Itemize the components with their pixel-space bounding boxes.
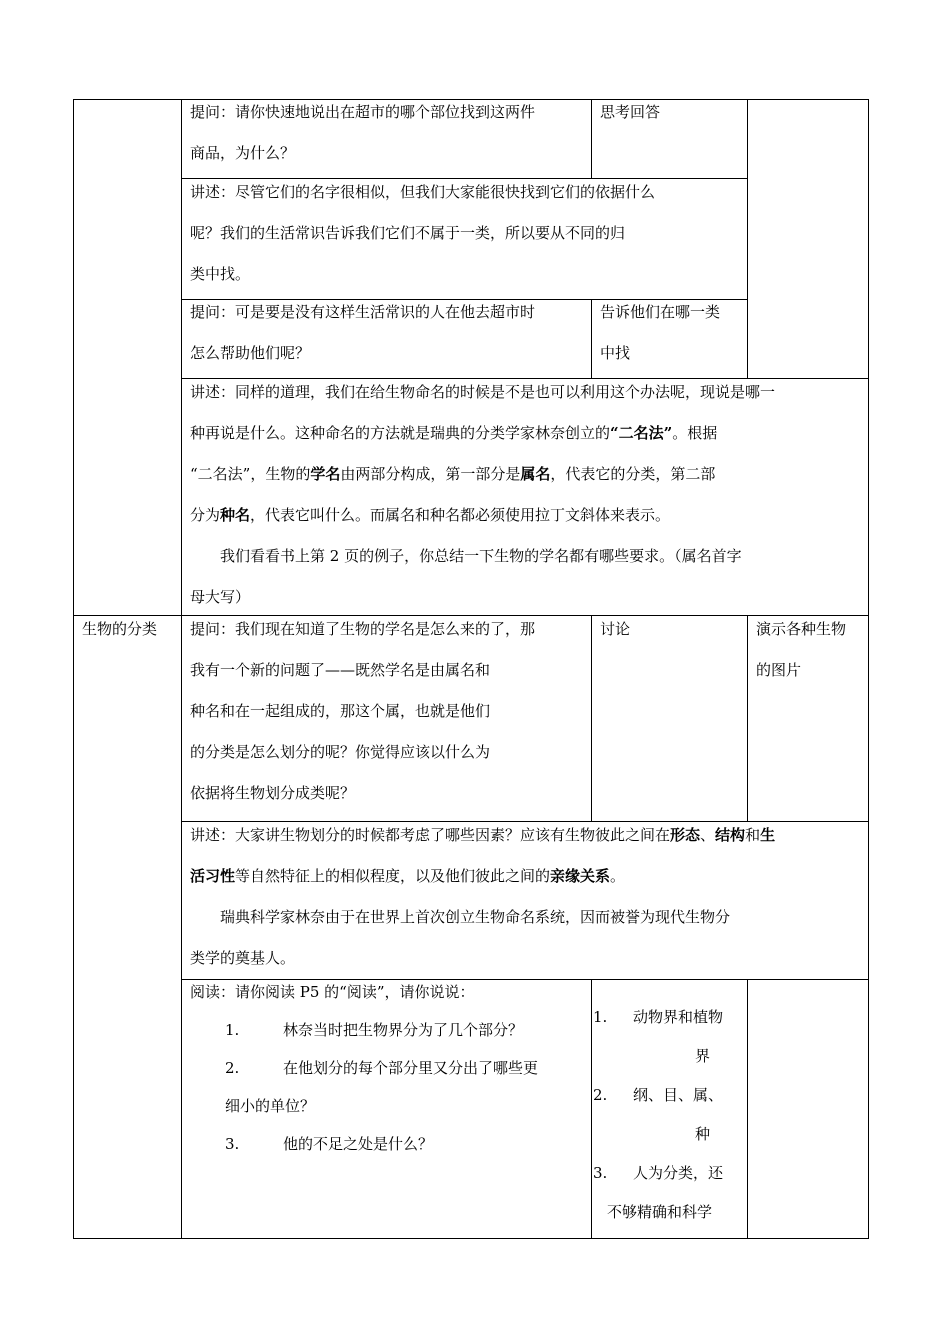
row6-term-sheng: 生: [760, 826, 776, 844]
row4-line3: [190, 495, 866, 536]
row7-a3-number: 3.: [593, 1164, 608, 1182]
row6-lead-e: 和: [745, 826, 761, 844]
row3-response1-text: 告诉他们在哪一类: [600, 303, 721, 321]
row4-para2-line1: 我们看看书上第 2 页的例子，你总结一下生物的学名都有哪些要求。（属名首字: [220, 547, 742, 565]
row7-answer-3: [593, 1154, 743, 1193]
row3-response2-text: 中找: [600, 344, 631, 362]
column-divider-3-top: [747, 99, 748, 379]
row7-lead-text: 阅读：请你阅读 P5 的“阅读”，请你说说：: [190, 983, 475, 1001]
column-divider-2-row1: [591, 99, 592, 179]
row4-term-shuming: 属名: [520, 465, 551, 483]
row6-line1: [190, 856, 866, 897]
row4-content-cell: [190, 372, 866, 618]
row7-a3-text: 人为分类，还: [633, 1164, 724, 1182]
row2-content-cell: [190, 172, 744, 295]
row6-content-cell: [190, 815, 866, 979]
row7-answer-2: [593, 1076, 743, 1115]
row7-a3-continuation: 不够精确和科学: [607, 1203, 713, 1221]
row7-a1-number: 1.: [593, 1008, 608, 1026]
row7-q1-text: 林奈当时把生物界分为了几个部分？: [283, 1021, 524, 1039]
row4-line2: [190, 454, 866, 495]
row2-cont1-text: 呢？我们的生活常识告诉我们它们不属于一类，所以要从不同的归: [190, 224, 626, 242]
row7-a2-number: 2.: [593, 1086, 608, 1104]
row7-q3-text: 他的不足之处是什么？: [283, 1135, 434, 1153]
row7-answer-1: [593, 998, 743, 1037]
row6-term-xingtai: 形态: [670, 826, 701, 844]
row1-response-text: 思考回答: [600, 103, 661, 121]
row5-line3: 的分类是怎么划分的呢？你觉得应该以什么为: [190, 743, 491, 761]
row3-content-cell: [190, 292, 588, 374]
row7-content-cell: [190, 973, 588, 1163]
row5-media-cell: [756, 609, 866, 691]
row5-line2: 种名和在一起组成的，那这个属，也就是他们: [190, 702, 491, 720]
column-divider-1: [181, 99, 182, 1239]
table-border-right: [868, 99, 869, 1239]
row5-lead-text: 提问：我们现在知道了生物的学名是怎么来的了，那: [190, 620, 536, 638]
row6-lead-c: 、: [700, 826, 716, 844]
row4-line1-c: 。根据: [672, 424, 718, 442]
row6-lead-a: 讲述：大家讲生物划分的时候都考虑了哪些因素？应该有生物彼此之间在: [190, 826, 671, 844]
row4-lead-text: 讲述：同样的道理，我们在给生物命名的时候是不是也可以利用这个办法呢，现说是哪一: [190, 383, 776, 401]
row4-line2-a: “二名法”，生物的: [190, 465, 311, 483]
row7-q2-text: 在他划分的每个部分里又分出了哪些更: [283, 1059, 539, 1077]
row4-line1-a: 种再说是什么。这种命名的方法就是瑞典的分类学家林奈创立的: [190, 424, 611, 442]
row7-q1-number: 1.: [225, 1021, 240, 1039]
section-label: 生物的分类: [82, 620, 158, 638]
row6-line1-d: 。: [610, 867, 626, 885]
row2-cont2-text: 类中找。: [190, 265, 251, 283]
row3-response-cell: [600, 292, 745, 374]
row4-line3-a: 分为: [190, 506, 221, 524]
column-divider-3-row7: [747, 979, 748, 1239]
row7-q2-number: 2.: [225, 1059, 240, 1077]
row5-response-text: 讨论: [600, 620, 631, 638]
row5-line1: 我有一个新的问题了——既然学名是由属名和: [190, 661, 491, 679]
row7-q3-number: 3.: [225, 1135, 240, 1153]
row6-para2-line1: 瑞典科学家林奈由于在世界上首次创立生物命名系统，因而被誉为现代生物分: [220, 908, 731, 926]
row6-term-qinyuanguanxi: 亲缘关系: [550, 867, 611, 885]
row4-line2-c: 由两部分构成，第一部分是: [340, 465, 521, 483]
row2-lead-text: 讲述：尽管它们的名字很相似，但我们大家能很快找到它们的依据什么: [190, 183, 656, 201]
row6-lead: [190, 815, 866, 856]
row7-question-2: [190, 1049, 588, 1087]
row7-question-1: [190, 1011, 588, 1049]
row6-para2-line2: 类学的奠基人。: [190, 949, 296, 967]
row6-term-huoxixing: 活习性: [190, 867, 236, 885]
row6-line1-b: 等自然特征上的相似程度，以及他们彼此之间的: [235, 867, 551, 885]
column-divider-2-row5: [591, 615, 592, 821]
row5-media-line2: 的图片: [756, 661, 802, 679]
row5-line4: 依据将生物划分成类呢？: [190, 784, 356, 802]
row5-response-cell: [600, 609, 745, 650]
row3-lead-text: 提问：可是要是没有这样生活常识的人在他去超市时: [190, 303, 536, 321]
row1-content-cell: [190, 92, 588, 174]
row3-cont-text: 怎么帮助他们呢？: [190, 344, 311, 362]
row7-answer-cell: [593, 998, 743, 1232]
table-border-left: [73, 99, 74, 1239]
row4-line3-c: ，代表它叫什么。而属名和种名都必须使用拉丁文斜体来表示。: [250, 506, 671, 524]
column-divider-2-row3: [591, 299, 592, 378]
table-border-bottom: [73, 1238, 869, 1239]
row5-media-line1: 演示各种生物: [756, 620, 847, 638]
row7-a2-continuation: 种: [695, 1125, 711, 1143]
row1-cont-text: 商品，为什么？: [190, 144, 296, 162]
column-divider-3-row5: [747, 615, 748, 821]
row7-a2-text: 纲、目、属、: [633, 1086, 724, 1104]
row4-term-zhongming: 种名: [220, 506, 251, 524]
row4-line2-e: ，代表它的分类，第二部: [550, 465, 716, 483]
row4-line1: [190, 413, 866, 454]
row1-lead-text: 提问：请你快速地说出在超市的哪个部位找到这两件: [190, 103, 536, 121]
row7-a1-continuation: 界: [695, 1047, 711, 1065]
row6-term-jiegou: 结构: [715, 826, 746, 844]
row4-term-xueming: 学名: [310, 465, 341, 483]
section-label-cell: [82, 609, 178, 650]
row7-a1-text: 动物界和植物: [633, 1008, 724, 1026]
row7-question-3: [190, 1125, 588, 1163]
row7-q2-continuation: 细小的单位？: [225, 1097, 316, 1115]
row1-response-cell: [600, 92, 745, 133]
row5-content-cell: [190, 609, 588, 814]
column-divider-2-row7: [591, 979, 592, 1239]
row4-para2-line2: 母大写）: [190, 588, 251, 606]
row4-term-ermingfa: “二名法”: [610, 424, 673, 442]
